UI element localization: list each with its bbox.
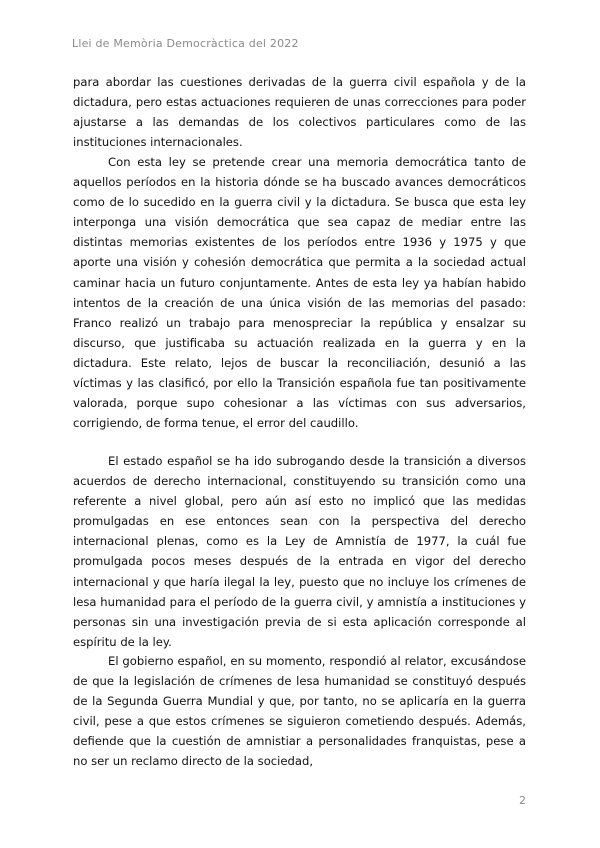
paragraph-1: para abordar las cuestiones derivadas de la guerra civil española y de la dictadura, pero estas actuaciones requieren de unas correcciones para poder ajustarse a las demandas de los colectivos particulares como de las instituciones internacionales. bbox=[73, 75, 526, 150]
page-number: 2 bbox=[519, 794, 526, 807]
paragraph-3: El estado español se ha ido subrogando desde la transición a diversos acuerdos de derecho internacional, constituyendo su transición como una referente a nivel global, pero aún así esto no implicó que las medidas promulgadas en ese entonces sean con la perspectiva del derecho internacional plenas, como es la Ley de Amnistía de 1977, la cuál fue promulgada pocos meses después de la entrada en vigor del derecho internacional y que haría ilegal la ley, puesto que no incluye los crímenes de lesa humanidad para el período de la guerra civil, y amnistía a instituciones y personas sin una investigación previa de si esta aplicación corresponde al espíritu de la ley. bbox=[73, 454, 526, 649]
paragraph-4: El gobierno español, en su momento, respondió al relator, excusándose de que la legislación de crímenes de lesa humanidad se constituyó después de la Segunda Guerra Mundial y que, por tanto, no se aplicaría en la guerra civil, pese a que estos crímenes se siguieron cometiendo después. Además, defiende que la cuestión de amnistiar a personalidades franquistas, pese a no ser un reclamo directo de la sociedad, bbox=[73, 654, 526, 769]
paragraph-2: Con esta ley se pretende crear una memoria democrática tanto de aquellos períodos en la historia dónde se ha buscado avances democráticos como de lo sucedido en la guerra civil y la dictadura. Se busca que esta ley interponga una visión democrática que sea capaz de mediar entre las distintas memorias existentes de los períodos entre 1936 y 1975 y que aporte una visión y cohesión democrática que permita a la sociedad actual caminar hacia un futuro conjuntamente. Antes de esta ley ya habían habido intentos de la creación de una única visión de las memorias del pasado: Franco realizó un trabajo para menospreciar la república y ensalzar su discurso, que justificaba su actuación realizada en la guerra y en la dictadura. Este relato, lejos de buscar la reconciliación, desunió a las víctimas y las clasificó, por ello la Transición española fue tan positivamente valorada, porque supo cohesionar a las víctimas con sus adversarios, corrigiendo, de forma tenue, el error del caudillo. bbox=[73, 155, 526, 431]
running-header: Llei de Memòria Democràctica del 2022 bbox=[72, 37, 299, 50]
